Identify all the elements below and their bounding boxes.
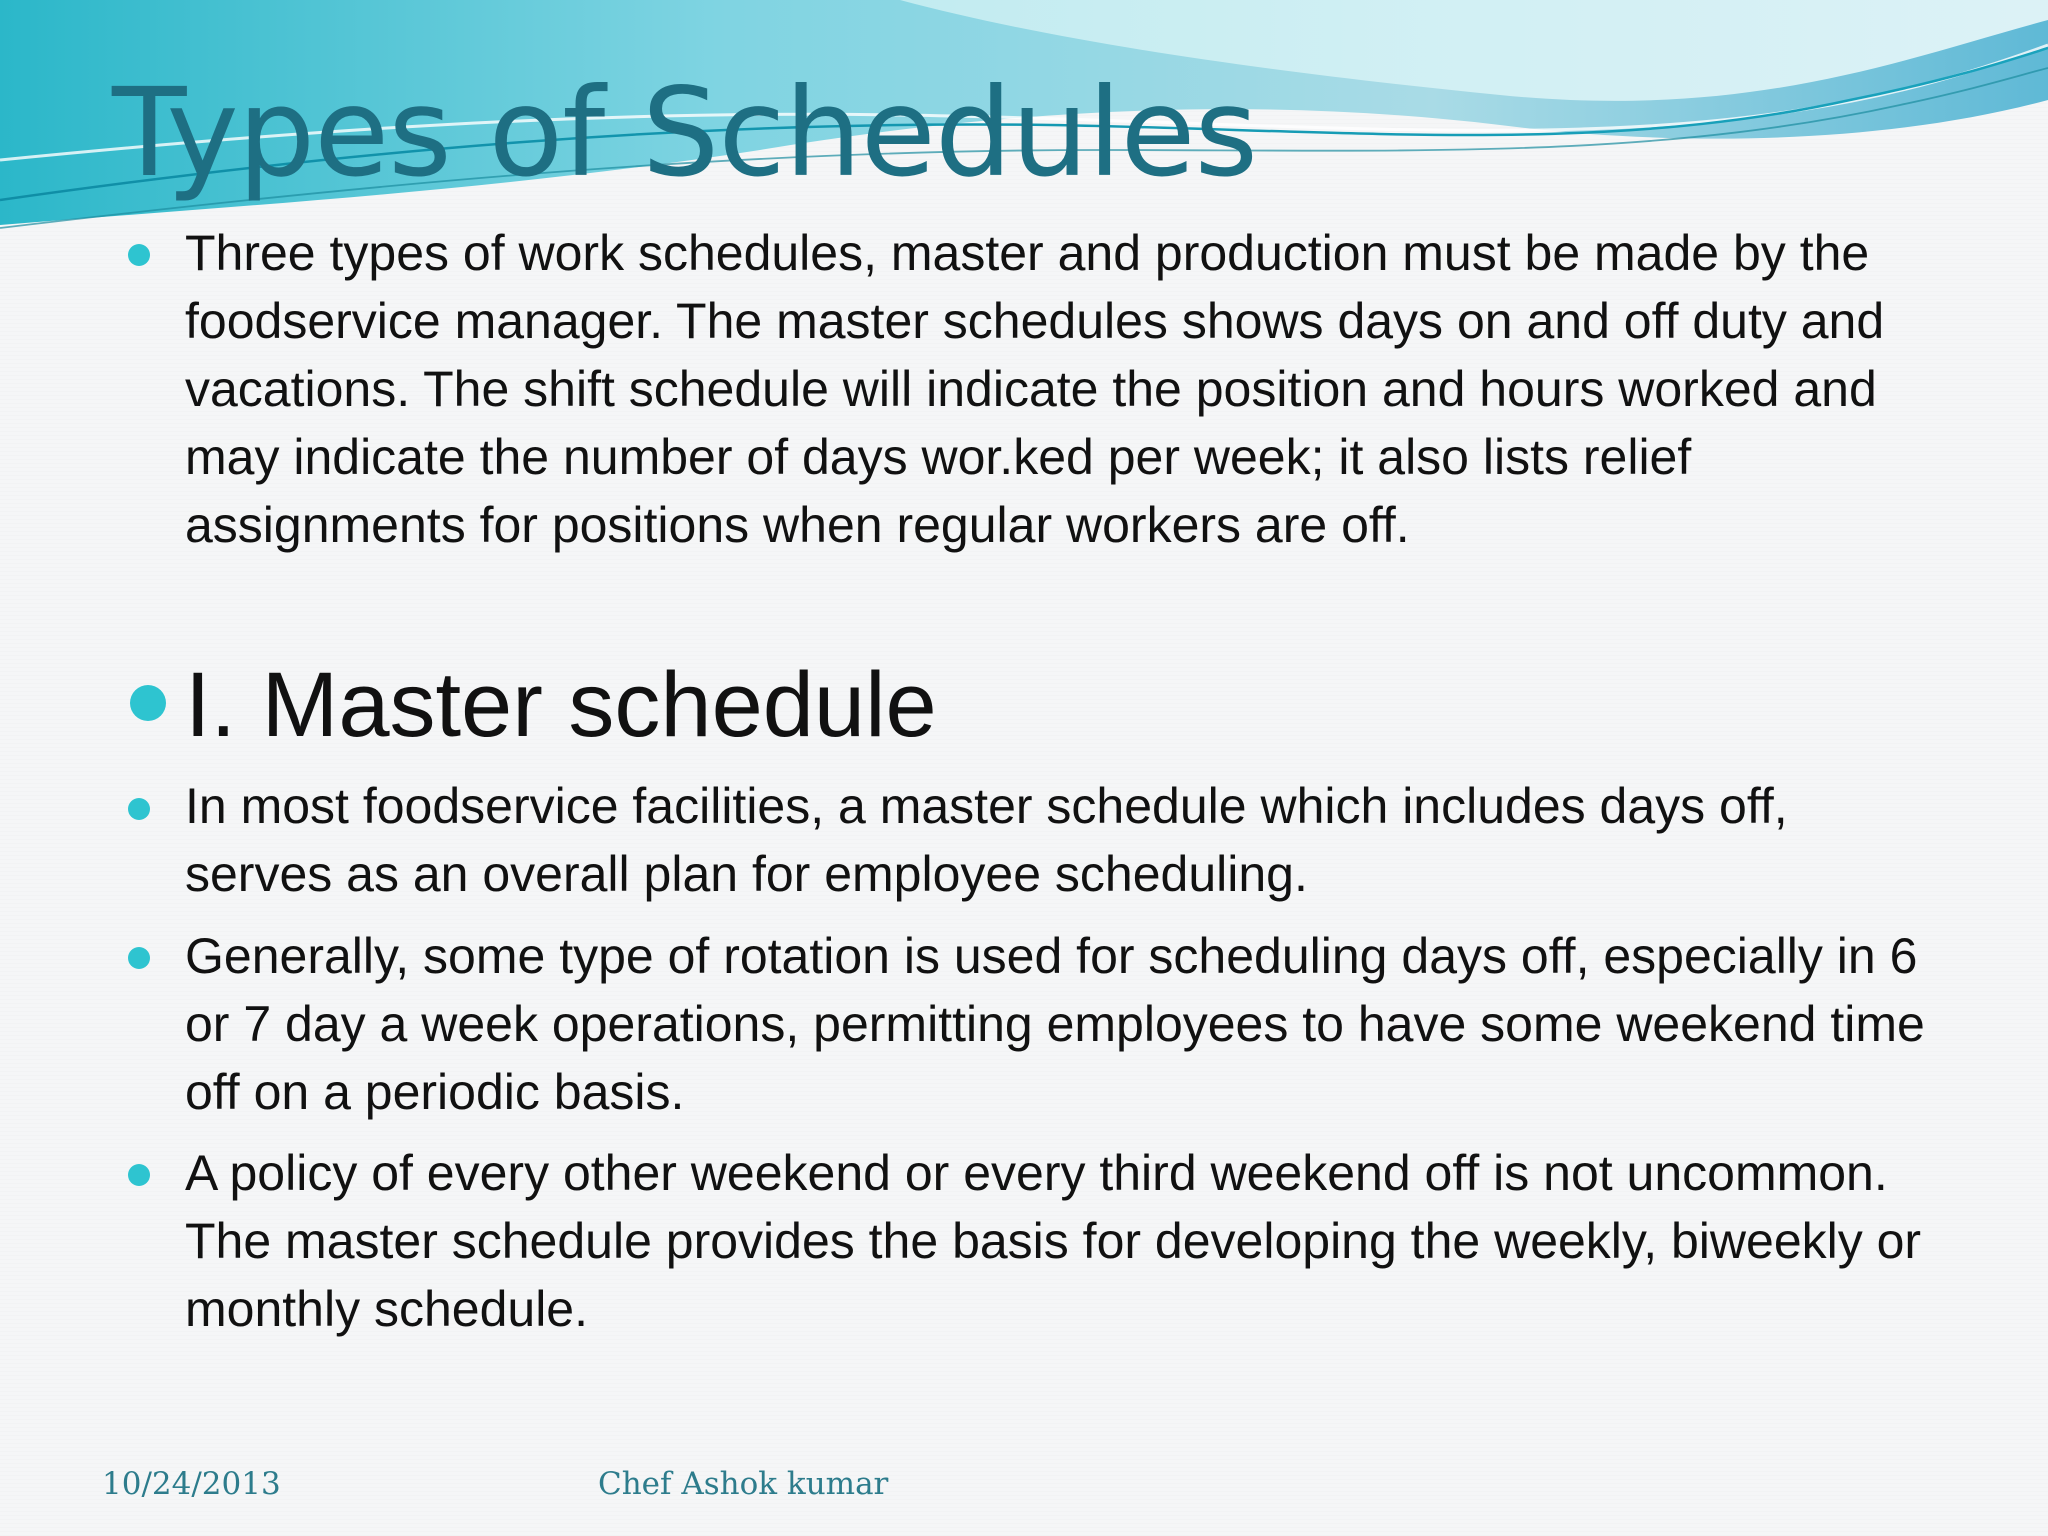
bullet-text: Generally, some type of rotation is used for scheduling days off, especially in 6 or 7 day a week operations, permitting employees to have some weekend time off on a periodic basis.	[185, 928, 1925, 1120]
footer-author: Chef Ashok kumar	[598, 1466, 889, 1502]
bullet-text: A policy of every other weekend or every third weekend off is not uncommon. The master schedule provides the basis for developing the weekly, biweekly or monthly schedule.	[185, 1145, 1922, 1337]
bullet-text: In most foodservice facilities, a master schedule which includes days off, serves as an overall plan for employee scheduling.	[185, 778, 1788, 902]
bullet-dot-icon	[128, 1164, 150, 1186]
bullet-dot-icon	[130, 685, 166, 721]
section-heading: I. Master schedule	[185, 654, 937, 756]
bullet-dot-icon	[128, 947, 150, 969]
slide-title: Types of Schedules	[112, 62, 1258, 204]
bullet-text: Three types of work schedules, master and production must be made by the foodservice manager. The master schedules shows days on and off duty and vacations. The shift schedule will indicate the position and hours worked and may indicate the number of days wor.ked per week; it also lists relief assignments for positions when regular workers are off.	[185, 225, 1885, 553]
bullet-dot-icon	[128, 244, 150, 266]
bullet-dot-icon	[128, 798, 150, 820]
footer-date: 10/24/2013	[102, 1466, 281, 1502]
